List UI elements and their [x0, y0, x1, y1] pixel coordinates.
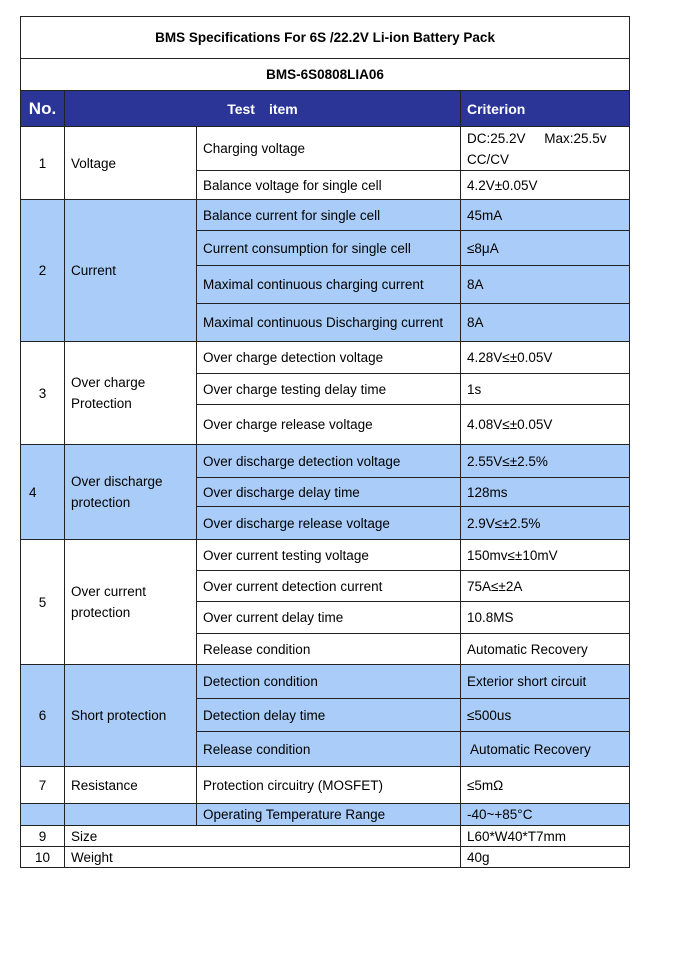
- spec-table-body: [21, 17, 630, 868]
- criterion-line: DC:25.2V Max:25.5v: [467, 130, 607, 146]
- criterion-line: 8A: [467, 277, 484, 292]
- criterion-value: [461, 507, 630, 540]
- header-test-item: [65, 91, 461, 127]
- criterion-line: CC/CV: [467, 151, 510, 167]
- test-category: [65, 342, 197, 445]
- header-item: item: [268, 100, 298, 117]
- test-parameter: Balance voltage for single cell: [197, 171, 461, 200]
- criterion-line: 75A≤±2A: [467, 578, 523, 594]
- criterion-value: [461, 266, 630, 304]
- criterion-line: Exterior short circuit: [467, 674, 587, 689]
- test-parameter: Maximal continuous charging current: [197, 266, 461, 304]
- criterion-line: 4.2V±0.05V: [467, 177, 538, 193]
- criterion-line: 2.55V≤±2.5%: [467, 453, 548, 469]
- criterion-line: Automatic Recovery: [467, 741, 591, 757]
- table-row: [21, 540, 630, 571]
- test-parameter: Over charge release voltage: [197, 405, 461, 445]
- criterion-line: 10.8MS: [467, 610, 514, 625]
- table-row: [21, 826, 630, 847]
- criterion-line: ≤5mΩ: [467, 777, 504, 793]
- category-line: Over current: [71, 584, 147, 599]
- bms-spec-table: [20, 16, 630, 868]
- criterion-value: [461, 445, 630, 478]
- criterion-value: [461, 127, 630, 171]
- test-parameter: Detection delay time: [197, 699, 461, 732]
- criterion-value: [461, 804, 630, 826]
- test-parameter: Over discharge delay time: [197, 478, 461, 507]
- test-parameter: Over current delay time: [197, 602, 461, 634]
- test-parameter: Protection circuitry (MOSFET): [197, 767, 461, 804]
- row-number: 9: [21, 826, 65, 847]
- criterion-value: [461, 374, 630, 405]
- criterion-value: [461, 602, 630, 634]
- row-number: 7: [21, 767, 65, 804]
- criterion-line: 2.9V≤±2.5%: [467, 515, 541, 531]
- criterion-line: 4.28V≤±0.05V: [467, 350, 553, 365]
- criterion-value: [461, 699, 630, 732]
- test-parameter: Maximal continuous Discharging current: [197, 304, 461, 342]
- category-line: Voltage: [71, 155, 117, 171]
- table-row: [21, 804, 630, 826]
- test-category: [65, 540, 197, 665]
- test-parameter: Charging voltage: [197, 127, 461, 171]
- test-parameter: Over discharge detection voltage: [197, 445, 461, 478]
- criterion-line: Automatic Recovery: [467, 641, 588, 657]
- title-row: [21, 17, 630, 59]
- table-row: [21, 767, 630, 804]
- criterion-line: 150mv≤±10mV: [467, 547, 558, 563]
- criterion-value: [461, 571, 630, 602]
- table-row: [21, 342, 630, 374]
- test-category: [65, 445, 197, 540]
- test-parameter: Over current testing voltage: [197, 540, 461, 571]
- model-number: BMS-6S0808LIA06: [21, 59, 630, 91]
- criterion-line: -40~+85°C: [467, 807, 533, 822]
- test-parameter: Over charge detection voltage: [197, 342, 461, 374]
- criterion-value: [461, 171, 630, 200]
- criterion-line: 8A: [467, 315, 484, 330]
- criterion-value: [461, 665, 630, 699]
- document-title: BMS Specifications For 6S /22.2V Li-ion Battery Pack: [21, 17, 630, 59]
- criterion-line: ≤500us: [467, 707, 512, 723]
- test-category: [65, 804, 197, 826]
- category-line: Over discharge: [71, 474, 163, 489]
- criterion-value: [461, 304, 630, 342]
- table-row: [21, 445, 630, 478]
- table-row: [21, 200, 630, 231]
- criterion-value: L60*W40*T7mm: [461, 826, 630, 847]
- test-parameter: Balance current for single cell: [197, 200, 461, 231]
- test-parameter: Over discharge release voltage: [197, 507, 461, 540]
- test-parameter: Detection condition: [197, 665, 461, 699]
- test-parameter: Operating Temperature Range: [197, 804, 461, 826]
- row-number: [21, 804, 65, 826]
- test-category: [65, 200, 197, 342]
- test-category: [65, 767, 197, 804]
- header-row: [21, 91, 630, 127]
- category-line: Protection: [71, 396, 132, 411]
- criterion-value: [461, 231, 630, 266]
- model-row: [21, 59, 630, 91]
- criterion-value: [461, 478, 630, 507]
- criterion-value: [461, 732, 630, 767]
- criterion-value: [461, 634, 630, 665]
- test-parameter: Release condition: [197, 732, 461, 767]
- test-parameter: Over charge testing delay time: [197, 374, 461, 405]
- criterion-value: [461, 540, 630, 571]
- row-number: 5: [21, 540, 65, 665]
- header-test: Test: [227, 100, 255, 117]
- criterion-value: [461, 342, 630, 374]
- category-line: Current: [71, 263, 117, 278]
- test-parameter: Release condition: [197, 634, 461, 665]
- test-parameter: Over current detection current: [197, 571, 461, 602]
- criterion-line: ≤8μA: [467, 240, 499, 256]
- test-category: [65, 127, 197, 200]
- criterion-value: [461, 767, 630, 804]
- row-number: 2: [21, 200, 65, 342]
- test-category: Weight: [65, 847, 461, 868]
- category-line: Short protection: [71, 708, 167, 723]
- category-line: protection: [71, 495, 131, 510]
- category-line: Over charge: [71, 375, 146, 390]
- criterion-line: 45mA: [467, 207, 503, 223]
- criterion-line: 128ms: [467, 484, 508, 500]
- header-no: No.: [21, 91, 65, 127]
- category-line: Resistance: [71, 777, 138, 793]
- criterion-line: 1s: [467, 381, 482, 397]
- header-criterion: Criterion: [461, 91, 630, 127]
- row-number: 10: [21, 847, 65, 868]
- row-number: 4: [21, 445, 65, 540]
- row-number: 1: [21, 127, 65, 200]
- test-parameter: Current consumption for single cell: [197, 231, 461, 266]
- table-row: [21, 665, 630, 699]
- criterion-value: 40g: [461, 847, 630, 868]
- criterion-value: [461, 200, 630, 231]
- table-row: [21, 847, 630, 868]
- test-category: Size: [65, 826, 461, 847]
- test-category: [65, 665, 197, 767]
- table-row: [21, 127, 630, 171]
- criterion-line: 4.08V≤±0.05V: [467, 417, 553, 432]
- row-number: 3: [21, 342, 65, 445]
- criterion-value: [461, 405, 630, 445]
- category-line: protection: [71, 605, 131, 620]
- row-number: 6: [21, 665, 65, 767]
